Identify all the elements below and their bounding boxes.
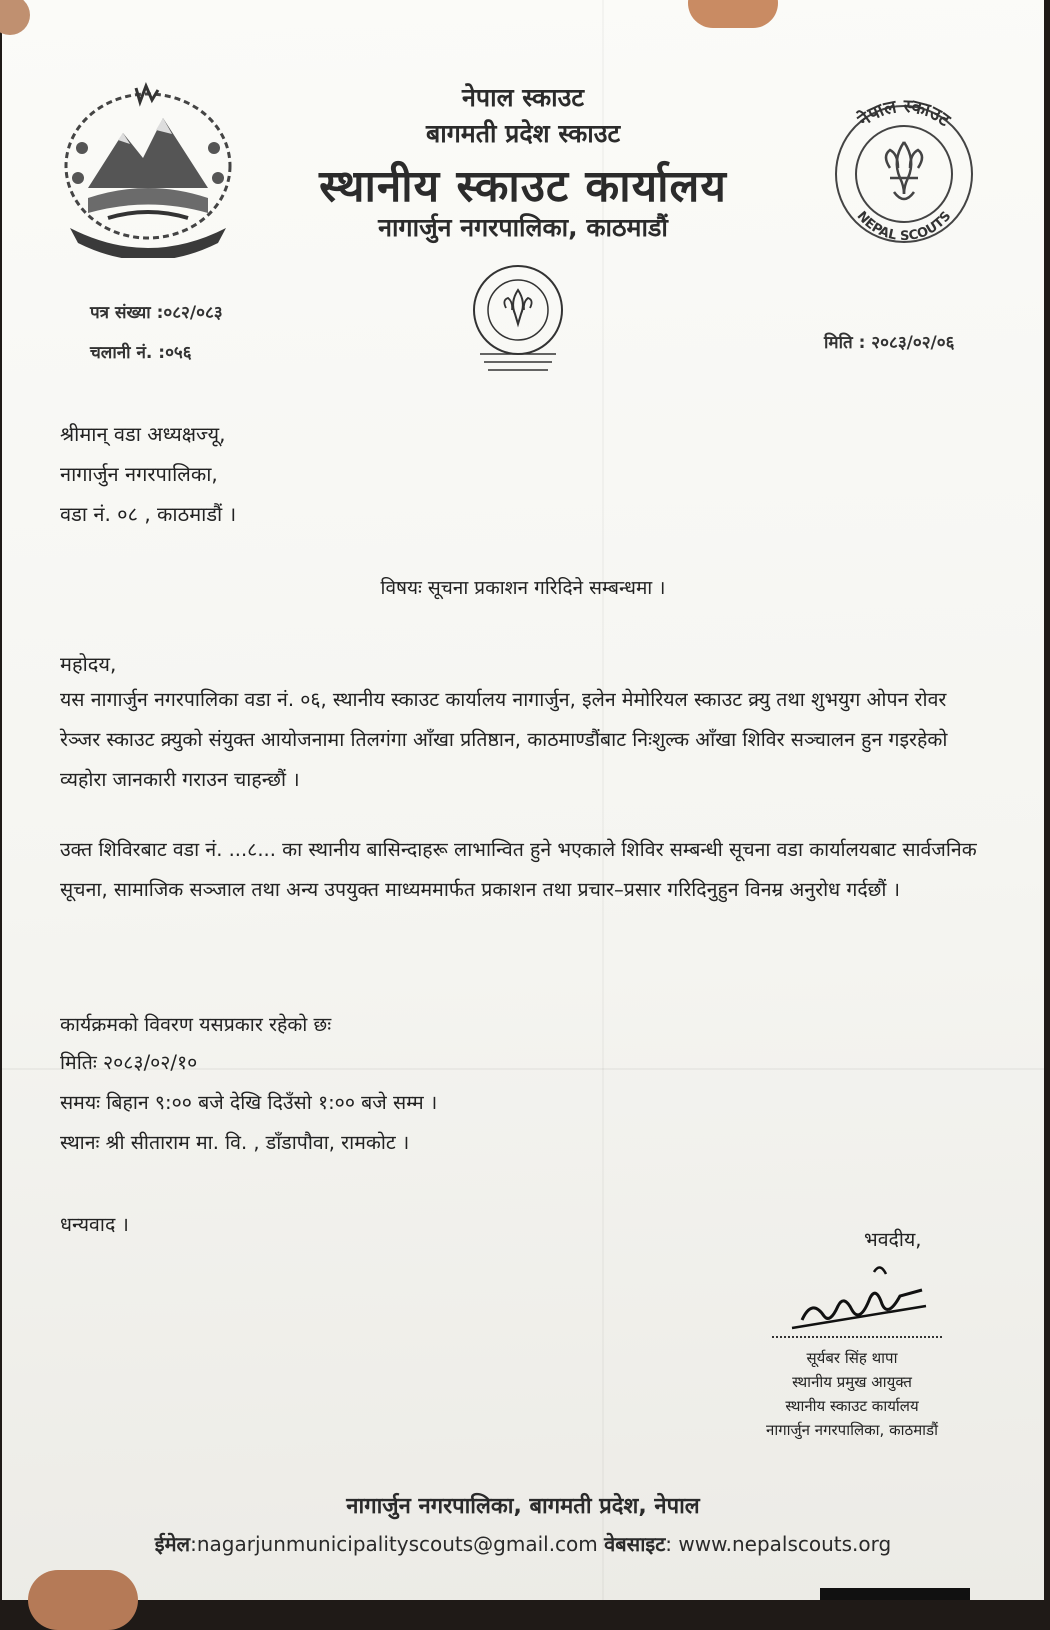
header-org-province: बागमती प्रदेश स्काउट bbox=[2, 116, 1044, 150]
bottom-dark-strip bbox=[820, 1588, 970, 1600]
signatory-location: नागार्जुन नगरपालिका, काठमाडौं bbox=[742, 1418, 962, 1442]
footer-contact bbox=[2, 1530, 1044, 1557]
body-paragraph-2: उक्त शिविरबाट वडा नं. ...८... का स्थानीय बासिन्दाहरू लाभान्वित हुने भएकाले शिविर सम्बन्धी सूचना वडा कार्यालयबाट सार्वजनिक सूचना, सामाजिक सञ्जाल तथा अन्य उपयुक्त माध्यममार्फत प्रकाशन तथा प्रचार–प्रसार गरिदिनुहुन विनम्र अनुरोध गर्दछौं । bbox=[60, 830, 990, 910]
recipient-line-3: वडा नं. ०८ , काठमाडौं । bbox=[60, 500, 236, 527]
letter-paper bbox=[2, 0, 1044, 1600]
logo-arc-top-text: नेपाल स्काउट bbox=[853, 96, 955, 132]
signature-line bbox=[772, 1336, 942, 1338]
program-date: मितिः २०८३/०२/१० bbox=[60, 1048, 197, 1075]
header-municipality: नागार्जुन नगरपालिका, काठमाडौं bbox=[2, 210, 1044, 244]
closing-regards: भवदीय, bbox=[864, 1225, 921, 1252]
footer-website-label: वेबसाइट bbox=[604, 1532, 665, 1556]
dispatch-number: चलानी नं. :०५६ bbox=[90, 340, 192, 363]
header-org-national: नेपाल स्काउट bbox=[2, 80, 1044, 114]
recipient-line-2: नागार्जुन नगरपालिका, bbox=[60, 460, 218, 487]
program-venue: स्थानः श्री सीताराम मा. वि. , डाँडापौवा, रामकोट । bbox=[60, 1128, 409, 1155]
salutation: महोदय, bbox=[60, 650, 116, 677]
fleur-de-lis-icon bbox=[886, 142, 922, 199]
closing-thanks: धन्यवाद । bbox=[60, 1210, 129, 1237]
body-paragraph-1: यस नागार्जुन नगरपालिका वडा नं. ०६, स्थानीय स्काउट कार्यालय नागार्जुन, इलेन मेमोरियल स्काउट क्र्यु तथा शुभयुग ओपन रोवर रेञ्जर स्काउट क्र्युको संयुक्त आयोजनामा तिलगंगा आँखा प्रतिष्ठान, काठमाण्डौंबाट निःशुल्क आँखा शिविर सञ्चालन हुन गइरहेको व्यहोरा जानकारी गराउन चाहन्छौं । bbox=[60, 680, 990, 800]
signatory-block bbox=[742, 1346, 962, 1442]
signatory-office: स्थानीय स्काउट कार्यालय bbox=[742, 1394, 962, 1418]
footer-address: नागार्जुन नगरपालिका, बागमती प्रदेश, नेपाल bbox=[2, 1490, 1044, 1520]
letter-reference-number: पत्र संख्या :०८२/०८३ bbox=[90, 300, 223, 323]
footer-email-label: ईमेल bbox=[155, 1532, 190, 1556]
signatory-name: सूर्यबर सिंह थापा bbox=[742, 1346, 962, 1370]
program-details-intro: कार्यक्रमको विवरण यसप्रकार रहेको छः bbox=[60, 1010, 331, 1037]
footer-website: : www.nepalscouts.org bbox=[665, 1532, 891, 1556]
footer-email: :nagarjunmunicipalityscouts@gmail.com bbox=[190, 1532, 598, 1556]
nepal-scouts-logo-icon bbox=[824, 82, 984, 260]
handwritten-signature-icon bbox=[782, 1258, 932, 1338]
svg-text:NEPAL SCOUTS bbox=[854, 209, 955, 244]
recipient-line-1: श्रीमान् वडा अध्यक्षज्यू, bbox=[60, 420, 225, 447]
letter-subject: विषयः सूचना प्रकाशन गरिदिने सम्बन्धमा । bbox=[2, 574, 1044, 600]
finger-top bbox=[688, 0, 778, 28]
logo-arc-bottom-text: NEPAL SCOUTS bbox=[854, 209, 955, 244]
signatory-title: स्थानीय प्रमुख आयुक्त bbox=[742, 1370, 962, 1394]
finger-bottom bbox=[28, 1570, 138, 1630]
letter-date: मिति : २०८३/०२/०६ bbox=[824, 330, 954, 353]
program-time: समयः बिहान ९:०० बजे देखि दिउँसो १:०० बजे सम्म । bbox=[60, 1088, 437, 1115]
header-office-name: स्थानीय स्काउट कार्यालय bbox=[2, 154, 1044, 214]
office-stamp-icon bbox=[458, 258, 578, 378]
